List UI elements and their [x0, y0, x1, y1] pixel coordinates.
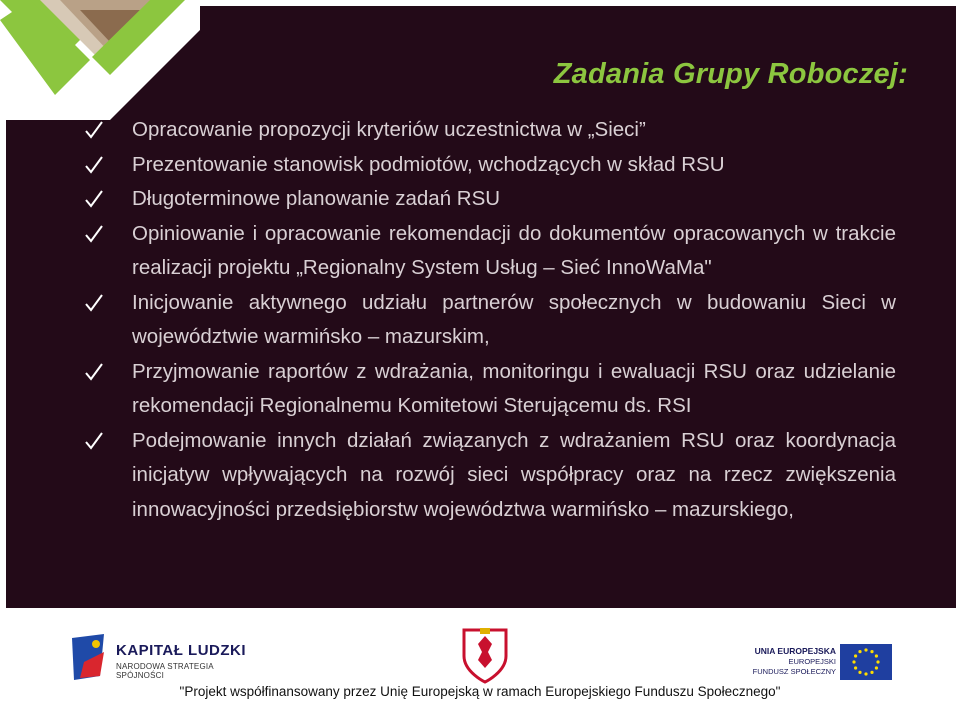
list-item: [84, 217, 896, 286]
list-item-text: Prezentowanie stanowisk podmiotów, wchodzących w skład RSU: [132, 152, 725, 176]
kapital-ludzki-logo: [70, 632, 250, 684]
kapital-ludzki-emblem-icon: [70, 632, 110, 682]
list-item: [84, 182, 896, 217]
list-item-text: Opracowanie propozycji kryteriów uczestnictwa w „Sieci”: [132, 118, 646, 141]
eu-line3: FUNDUSZ SPOŁECZNY: [752, 667, 836, 676]
list-item: [84, 424, 896, 528]
slide-title: Zadania Grupy Roboczej:: [553, 58, 908, 90]
checkmark-icon: [84, 148, 104, 182]
list-item-text: Długoterminowe planowanie zadań RSU: [132, 187, 501, 210]
list-item: [84, 355, 896, 424]
checkmark-icon: [84, 286, 104, 320]
kapital-ludzki-subtitle: NARODOWA STRATEGIA SPÓJNOŚCI: [116, 662, 214, 680]
list-item-text: Podejmowanie innych działań związanych z wdrażaniem RSU oraz koordynacja inicjatyw wpływających na rozwój sieci współpracy oraz na rzecz zwiększenia innowacyjności przedsiębiorstw województwa warmińsko – mazurskiego,: [132, 428, 896, 521]
eu-flag-icon: [840, 644, 892, 680]
list-item: [84, 113, 896, 148]
list-item-text: Opiniowanie i opracowanie rekomendacji do dokumentów opracowanych w trakcie realizacji projektu „Regionalny System Usług – Sieć InnoWaMa": [132, 221, 896, 279]
eu-line1: UNIA EUROPEJSKA: [754, 646, 836, 656]
eu-social-fund-logo: [752, 640, 897, 684]
team-hands-photo: [0, 0, 200, 120]
checkmark-icon: [84, 355, 104, 389]
checkmark-icon: [84, 424, 104, 458]
checkmark-icon: [84, 113, 104, 147]
regional-coat-of-arms-icon: [460, 626, 510, 684]
eu-line2: EUROPEJSKI: [788, 657, 836, 666]
checkmark-icon: [84, 182, 104, 216]
checkmark-icon: [84, 217, 104, 251]
kapital-ludzki-title: KAPITAŁ LUDZKI: [116, 642, 247, 659]
list-item-text: Inicjowanie aktywnego udziału partnerów społecznych w budowaniu Sieci w województwie warmińsko – mazurskim,: [132, 290, 896, 348]
list-item: [84, 286, 896, 355]
list-item-text: Przyjmowanie raportów z wdrażania, monitoringu i ewaluacji RSU oraz udzielanie rekomendacji Regionalnemu Komitetowi Sterującemu ds. RSI: [132, 359, 896, 417]
project-cofinancing-note: "Projekt współfinansowany przez Unię Europejską w ramach Europejskiego Funduszu Społecznego": [179, 684, 781, 699]
task-list: [84, 113, 896, 527]
list-item: [84, 148, 896, 183]
